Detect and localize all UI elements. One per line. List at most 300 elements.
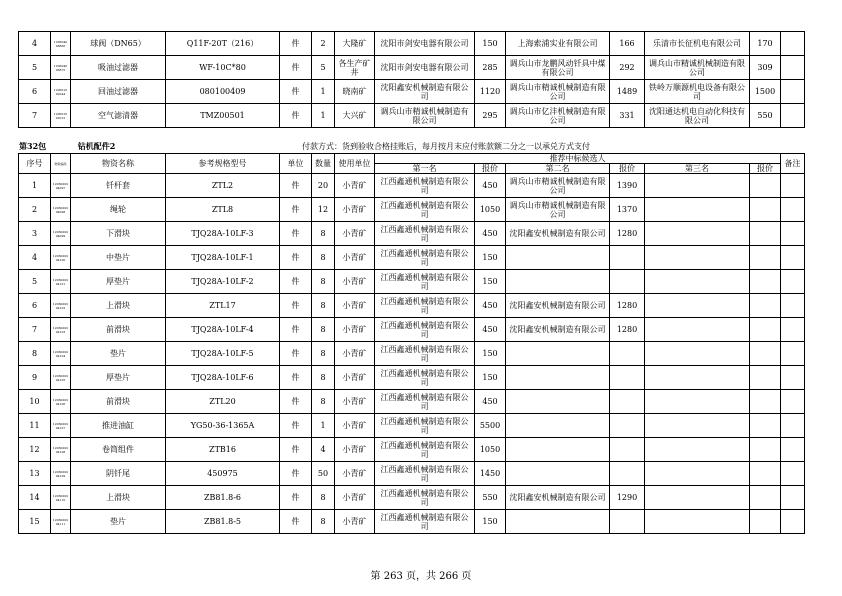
name-cell: 厚垫片	[71, 270, 166, 294]
seq-cell: 7	[19, 104, 51, 128]
header-first: 第一名	[375, 164, 475, 174]
model-cell: 080100409	[166, 80, 280, 104]
seq-cell: 14	[19, 486, 51, 510]
model-cell: ZTB16	[166, 438, 280, 462]
second-supplier-cell: 沈阳鑫安机械制造有限公司	[506, 318, 610, 342]
second-price-cell: 1280	[610, 294, 645, 318]
qty-cell: 8	[312, 510, 335, 534]
first-price-cell: 150	[475, 342, 506, 366]
user-cell: 各生产矿井	[335, 56, 375, 80]
name-cell: 吸油过滤器	[71, 56, 166, 80]
header-qty: 数量	[312, 154, 335, 174]
code-cell: 12060200 04108	[51, 438, 71, 462]
qty-cell: 12	[312, 198, 335, 222]
remark-cell	[781, 342, 805, 366]
model-cell: ZTL17	[166, 294, 280, 318]
first-supplier-cell: 江西鑫通机械制造有限公司	[375, 222, 475, 246]
third-supplier-cell	[645, 366, 750, 390]
name-cell: 中垫片	[71, 246, 166, 270]
page-footer: 第 263 页，共 266 页	[370, 571, 472, 582]
remark-cell	[781, 198, 805, 222]
table-row	[19, 342, 805, 366]
first-price-cell: 150	[475, 510, 506, 534]
third-price-cell	[750, 174, 781, 198]
model-cell: ZB81.8-6	[166, 486, 280, 510]
code-cell: 12060200 04102	[51, 294, 71, 318]
second-price-cell: 1280	[610, 318, 645, 342]
user-cell: 小青矿	[335, 390, 375, 414]
lot-name: 钻机配件2	[77, 141, 116, 151]
third-supplier-cell	[645, 174, 750, 198]
third-price-cell	[750, 510, 781, 534]
name-cell: 厚垫片	[71, 366, 166, 390]
first-price-cell: 450	[475, 390, 506, 414]
name-cell: 垫片	[71, 510, 166, 534]
first-price-cell: 295	[475, 104, 506, 128]
remark-cell	[781, 80, 805, 104]
first-supplier-cell: 江西鑫通机械制造有限公司	[375, 390, 475, 414]
second-supplier-cell	[506, 390, 610, 414]
user-cell: 小青矿	[335, 366, 375, 390]
remark-cell	[781, 462, 805, 486]
previous-lot-table	[18, 31, 805, 128]
second-price-cell	[610, 462, 645, 486]
first-supplier-cell: 江西鑫通机械制造有限公司	[375, 510, 475, 534]
header-bid-group: 推荐中标候选人	[375, 154, 781, 164]
table-row	[19, 270, 805, 294]
unit-cell: 件	[280, 198, 312, 222]
name-cell: 球阀（DN65）	[71, 32, 166, 56]
second-supplier-cell	[506, 342, 610, 366]
name-cell: 推进油缸	[71, 414, 166, 438]
third-supplier-cell	[645, 438, 750, 462]
seq-cell: 3	[19, 222, 51, 246]
first-supplier-cell: 沈阳鑫安机械制造有限公司	[375, 80, 475, 104]
qty-cell: 20	[312, 174, 335, 198]
qty-cell: 2	[312, 32, 335, 56]
first-price-cell: 150	[475, 270, 506, 294]
remark-cell	[781, 366, 805, 390]
third-supplier-cell	[645, 414, 750, 438]
table-row	[19, 438, 805, 462]
remark-cell	[781, 294, 805, 318]
third-supplier-cell	[645, 246, 750, 270]
code-cell: 12060200 04109	[51, 462, 71, 486]
user-cell: 小青矿	[335, 342, 375, 366]
remark-cell	[781, 246, 805, 270]
table-row	[19, 246, 805, 270]
seq-cell: 12	[19, 438, 51, 462]
model-cell: TJQ28A-10LF-1	[166, 246, 280, 270]
first-supplier-cell: 江西鑫通机械制造有限公司	[375, 270, 475, 294]
third-price-cell	[750, 414, 781, 438]
third-supplier-cell	[645, 510, 750, 534]
first-supplier-cell: 江西鑫通机械制造有限公司	[375, 294, 475, 318]
third-price-cell	[750, 222, 781, 246]
remark-cell	[781, 56, 805, 80]
second-price-cell	[610, 270, 645, 294]
third-price-cell: 550	[750, 104, 781, 128]
model-cell: TJQ28A-10LF-2	[166, 270, 280, 294]
table-row	[19, 414, 805, 438]
seq-cell: 15	[19, 510, 51, 534]
second-price-cell	[610, 510, 645, 534]
header-price-2: 报价	[610, 164, 645, 174]
unit-cell: 件	[280, 510, 312, 534]
first-price-cell: 1450	[475, 462, 506, 486]
second-price-cell: 1370	[610, 198, 645, 222]
unit-cell: 件	[280, 32, 312, 56]
model-cell: TJQ28A-10LF-4	[166, 318, 280, 342]
first-supplier-cell: 江西鑫通机械制造有限公司	[375, 246, 475, 270]
unit-cell: 件	[280, 174, 312, 198]
header-user: 使用单位	[335, 154, 375, 174]
first-supplier-cell: 江西鑫通机械制造有限公司	[375, 414, 475, 438]
second-supplier-cell: 调兵山市精诚机械制造有限公司	[506, 198, 610, 222]
seq-cell: 5	[19, 270, 51, 294]
first-price-cell: 150	[475, 32, 506, 56]
third-supplier-cell	[645, 318, 750, 342]
first-price-cell: 450	[475, 174, 506, 198]
first-price-cell: 150	[475, 366, 506, 390]
unit-cell: 件	[280, 342, 312, 366]
name-cell: 钎杆套	[71, 174, 166, 198]
model-cell: 450975	[166, 462, 280, 486]
second-price-cell: 166	[610, 32, 645, 56]
first-price-cell: 450	[475, 222, 506, 246]
seq-cell: 8	[19, 342, 51, 366]
first-price-cell: 450	[475, 318, 506, 342]
user-cell: 小青矿	[335, 198, 375, 222]
third-price-cell	[750, 198, 781, 222]
seq-cell: 6	[19, 80, 51, 104]
qty-cell: 50	[312, 462, 335, 486]
unit-cell: 件	[280, 438, 312, 462]
unit-cell: 件	[280, 462, 312, 486]
name-cell: 绳轮	[71, 198, 166, 222]
third-supplier-cell: 铁岭万顺源机电设备有限公司	[645, 80, 750, 104]
header-price-3: 报价	[750, 164, 781, 174]
name-cell: 回油过滤器	[71, 80, 166, 104]
second-price-cell: 1280	[610, 222, 645, 246]
second-supplier-cell: 上海索浦实业有限公司	[506, 32, 610, 56]
header-third: 第三名	[645, 164, 750, 174]
second-supplier-cell	[506, 462, 610, 486]
third-supplier-cell	[645, 294, 750, 318]
header-name: 物资名称	[71, 154, 166, 174]
second-supplier-cell: 沈阳鑫安机械制造有限公司	[506, 222, 610, 246]
user-cell: 晓南矿	[335, 80, 375, 104]
header-remark: 备注	[781, 154, 805, 174]
remark-cell	[781, 390, 805, 414]
third-price-cell: 170	[750, 32, 781, 56]
header-code: 物资编码	[51, 154, 71, 174]
seq-cell: 4	[19, 32, 51, 56]
user-cell: 小青矿	[335, 246, 375, 270]
unit-cell: 件	[280, 294, 312, 318]
third-supplier-cell	[645, 486, 750, 510]
header-unit: 单位	[280, 154, 312, 174]
first-supplier-cell: 江西鑫通机械制造有限公司	[375, 462, 475, 486]
first-price-cell: 450	[475, 294, 506, 318]
third-supplier-cell	[645, 390, 750, 414]
model-cell: TJQ28A-10LF-6	[166, 366, 280, 390]
third-price-cell	[750, 246, 781, 270]
code-cell: 12060200 04101	[51, 270, 71, 294]
user-cell: 小青矿	[335, 414, 375, 438]
unit-cell: 件	[280, 390, 312, 414]
seq-cell: 7	[19, 318, 51, 342]
code-cell: 1206010 02015	[51, 104, 71, 128]
second-supplier-cell	[506, 414, 610, 438]
first-price-cell: 1050	[475, 438, 506, 462]
second-price-cell: 1390	[610, 174, 645, 198]
second-price-cell	[610, 438, 645, 462]
first-supplier-cell: 江西鑫通机械制造有限公司	[375, 318, 475, 342]
qty-cell: 1	[312, 80, 335, 104]
unit-cell: 件	[280, 414, 312, 438]
model-cell: ZTL2	[166, 174, 280, 198]
remark-cell	[781, 104, 805, 128]
table-row	[19, 32, 805, 56]
header-model: 参考规格型号	[166, 154, 280, 174]
unit-cell: 件	[280, 366, 312, 390]
first-supplier-cell: 江西鑫通机械制造有限公司	[375, 198, 475, 222]
model-cell: YG50-36-1365A	[166, 414, 280, 438]
second-price-cell: 1290	[610, 486, 645, 510]
name-cell: 上滑块	[71, 294, 166, 318]
third-supplier-cell	[645, 270, 750, 294]
lot-32-table	[18, 153, 805, 534]
first-price-cell: 550	[475, 486, 506, 510]
third-supplier-cell	[645, 198, 750, 222]
second-supplier-cell	[506, 510, 610, 534]
qty-cell: 8	[312, 318, 335, 342]
second-price-cell: 1489	[610, 80, 645, 104]
name-cell: 前滑块	[71, 318, 166, 342]
second-supplier-cell: 调兵山市精诚机械制造有限公司	[506, 174, 610, 198]
third-price-cell: 1500	[750, 80, 781, 104]
code-cell: 1206010 02044	[51, 80, 71, 104]
third-price-cell	[750, 318, 781, 342]
user-cell: 小青矿	[335, 438, 375, 462]
first-price-cell: 285	[475, 56, 506, 80]
code-cell: 12060200 04097	[51, 174, 71, 198]
model-cell: ZB81.8-5	[166, 510, 280, 534]
table-row	[19, 294, 805, 318]
seq-cell: 11	[19, 414, 51, 438]
name-cell: 垫片	[71, 342, 166, 366]
third-price-cell	[750, 342, 781, 366]
user-cell: 小青矿	[335, 486, 375, 510]
seq-cell: 4	[19, 246, 51, 270]
third-supplier-cell: 乐清市长征机电有限公司	[645, 32, 750, 56]
qty-cell: 4	[312, 438, 335, 462]
second-supplier-cell	[506, 270, 610, 294]
second-supplier-cell	[506, 366, 610, 390]
first-price-cell: 1050	[475, 198, 506, 222]
seq-cell: 1	[19, 174, 51, 198]
second-price-cell: 331	[610, 104, 645, 128]
header-second: 第二名	[506, 164, 610, 174]
code-cell: 1206040 06875	[51, 56, 71, 80]
name-cell: 空气滤清器	[71, 104, 166, 128]
seq-cell: 2	[19, 198, 51, 222]
user-cell: 小青矿	[335, 318, 375, 342]
table-row	[19, 104, 805, 128]
unit-cell: 件	[280, 318, 312, 342]
model-cell: ZTL8	[166, 198, 280, 222]
first-price-cell: 1120	[475, 80, 506, 104]
third-supplier-cell	[645, 462, 750, 486]
qty-cell: 8	[312, 390, 335, 414]
table-row	[19, 510, 805, 534]
first-supplier-cell: 江西鑫通机械制造有限公司	[375, 342, 475, 366]
header-price-1: 报价	[475, 164, 506, 174]
second-price-cell	[610, 390, 645, 414]
name-cell: 前滑块	[71, 390, 166, 414]
remark-cell	[781, 222, 805, 246]
code-cell: 12060200 04106	[51, 390, 71, 414]
code-cell: 12060200 04105	[51, 366, 71, 390]
unit-cell: 件	[280, 222, 312, 246]
third-supplier-cell: 调兵山市精诚机械制造有限公司	[645, 56, 750, 80]
lot-heading	[19, 141, 115, 152]
second-price-cell	[610, 342, 645, 366]
second-supplier-cell: 调兵山市精诚机械制造有限公司	[506, 80, 610, 104]
remark-cell	[781, 438, 805, 462]
user-cell: 小青矿	[335, 462, 375, 486]
user-cell: 小青矿	[335, 222, 375, 246]
remark-cell	[781, 174, 805, 198]
model-cell: TJQ28A-10LF-3	[166, 222, 280, 246]
user-cell: 小青矿	[335, 294, 375, 318]
qty-cell: 8	[312, 270, 335, 294]
code-cell: 12060200 04111	[51, 510, 71, 534]
qty-cell: 8	[312, 294, 335, 318]
table-row	[19, 486, 805, 510]
user-cell: 大兴矿	[335, 104, 375, 128]
model-cell: TJQ28A-10LF-5	[166, 342, 280, 366]
code-cell: 12060200 04107	[51, 414, 71, 438]
code-cell: 12060200 04103	[51, 318, 71, 342]
name-cell: 上滑块	[71, 486, 166, 510]
model-cell: TMZ00501	[166, 104, 280, 128]
table-row	[19, 222, 805, 246]
first-supplier-cell: 沈阳市剑安电器有限公司	[375, 32, 475, 56]
second-price-cell	[610, 246, 645, 270]
qty-cell: 8	[312, 342, 335, 366]
second-supplier-cell: 沈阳鑫安机械制造有限公司	[506, 294, 610, 318]
third-supplier-cell	[645, 342, 750, 366]
table-row	[19, 56, 805, 80]
qty-cell: 5	[312, 56, 335, 80]
payment-terms: 付款方式：货到验收合格挂账后，每月按月末应付账款额二分之一以承兑方式支付	[302, 142, 590, 151]
qty-cell: 8	[312, 222, 335, 246]
remark-cell	[781, 414, 805, 438]
unit-cell: 件	[280, 270, 312, 294]
table-row	[19, 366, 805, 390]
user-cell: 大隆矿	[335, 32, 375, 56]
unit-cell: 件	[280, 104, 312, 128]
table-row	[19, 318, 805, 342]
name-cell: 下滑块	[71, 222, 166, 246]
user-cell: 小青矿	[335, 174, 375, 198]
unit-cell: 件	[280, 486, 312, 510]
second-supplier-cell: 调兵山市龙鹏风动钎具中煤有限公司	[506, 56, 610, 80]
unit-cell: 件	[280, 56, 312, 80]
first-supplier-cell: 江西鑫通机械制造有限公司	[375, 174, 475, 198]
table-row	[19, 80, 805, 104]
third-price-cell	[750, 366, 781, 390]
third-price-cell	[750, 462, 781, 486]
seq-cell: 5	[19, 56, 51, 80]
first-supplier-cell: 江西鑫通机械制造有限公司	[375, 366, 475, 390]
unit-cell: 件	[280, 80, 312, 104]
name-cell: 卷筒组件	[71, 438, 166, 462]
code-cell: 12060200 04110	[51, 486, 71, 510]
second-supplier-cell	[506, 246, 610, 270]
table-row	[19, 174, 805, 198]
third-price-cell	[750, 270, 781, 294]
seq-cell: 6	[19, 294, 51, 318]
third-price-cell	[750, 390, 781, 414]
remark-cell	[781, 486, 805, 510]
second-supplier-cell	[506, 438, 610, 462]
model-cell: ZTL20	[166, 390, 280, 414]
first-price-cell: 150	[475, 246, 506, 270]
model-cell: Q11F-20T（216）	[166, 32, 280, 56]
table-row	[19, 198, 805, 222]
model-cell: WF-10C*80	[166, 56, 280, 80]
third-supplier-cell	[645, 222, 750, 246]
second-supplier-cell: 调兵山市亿沣机械制造有限公司	[506, 104, 610, 128]
third-price-cell	[750, 486, 781, 510]
second-price-cell: 292	[610, 56, 645, 80]
code-cell: 12060200 04100	[51, 246, 71, 270]
third-price-cell	[750, 438, 781, 462]
code-cell: 12060200 04099	[51, 222, 71, 246]
second-price-cell	[610, 414, 645, 438]
qty-cell: 1	[312, 414, 335, 438]
first-supplier-cell: 沈阳市剑安电器有限公司	[375, 56, 475, 80]
second-price-cell	[610, 366, 645, 390]
table-row	[19, 390, 805, 414]
remark-cell	[781, 510, 805, 534]
lot-number: 第32包	[19, 141, 47, 151]
user-cell: 小青矿	[335, 270, 375, 294]
third-supplier-cell: 沈阳通达机电自动化科技有限公司	[645, 104, 750, 128]
name-cell: 阴钎尾	[71, 462, 166, 486]
seq-cell: 13	[19, 462, 51, 486]
third-price-cell: 309	[750, 56, 781, 80]
qty-cell: 1	[312, 104, 335, 128]
remark-cell	[781, 318, 805, 342]
first-supplier-cell: 江西鑫通机械制造有限公司	[375, 486, 475, 510]
qty-cell: 8	[312, 366, 335, 390]
code-cell: 12060200 04098	[51, 198, 71, 222]
header-seq: 序号	[19, 154, 51, 174]
remark-cell	[781, 270, 805, 294]
code-cell: 12060200 04104	[51, 342, 71, 366]
second-supplier-cell: 沈阳鑫安机械制造有限公司	[506, 486, 610, 510]
code-cell: 1206040 06866	[51, 32, 71, 56]
seq-cell: 10	[19, 390, 51, 414]
table-row	[19, 462, 805, 486]
seq-cell: 9	[19, 366, 51, 390]
first-price-cell: 5500	[475, 414, 506, 438]
remark-cell	[781, 32, 805, 56]
